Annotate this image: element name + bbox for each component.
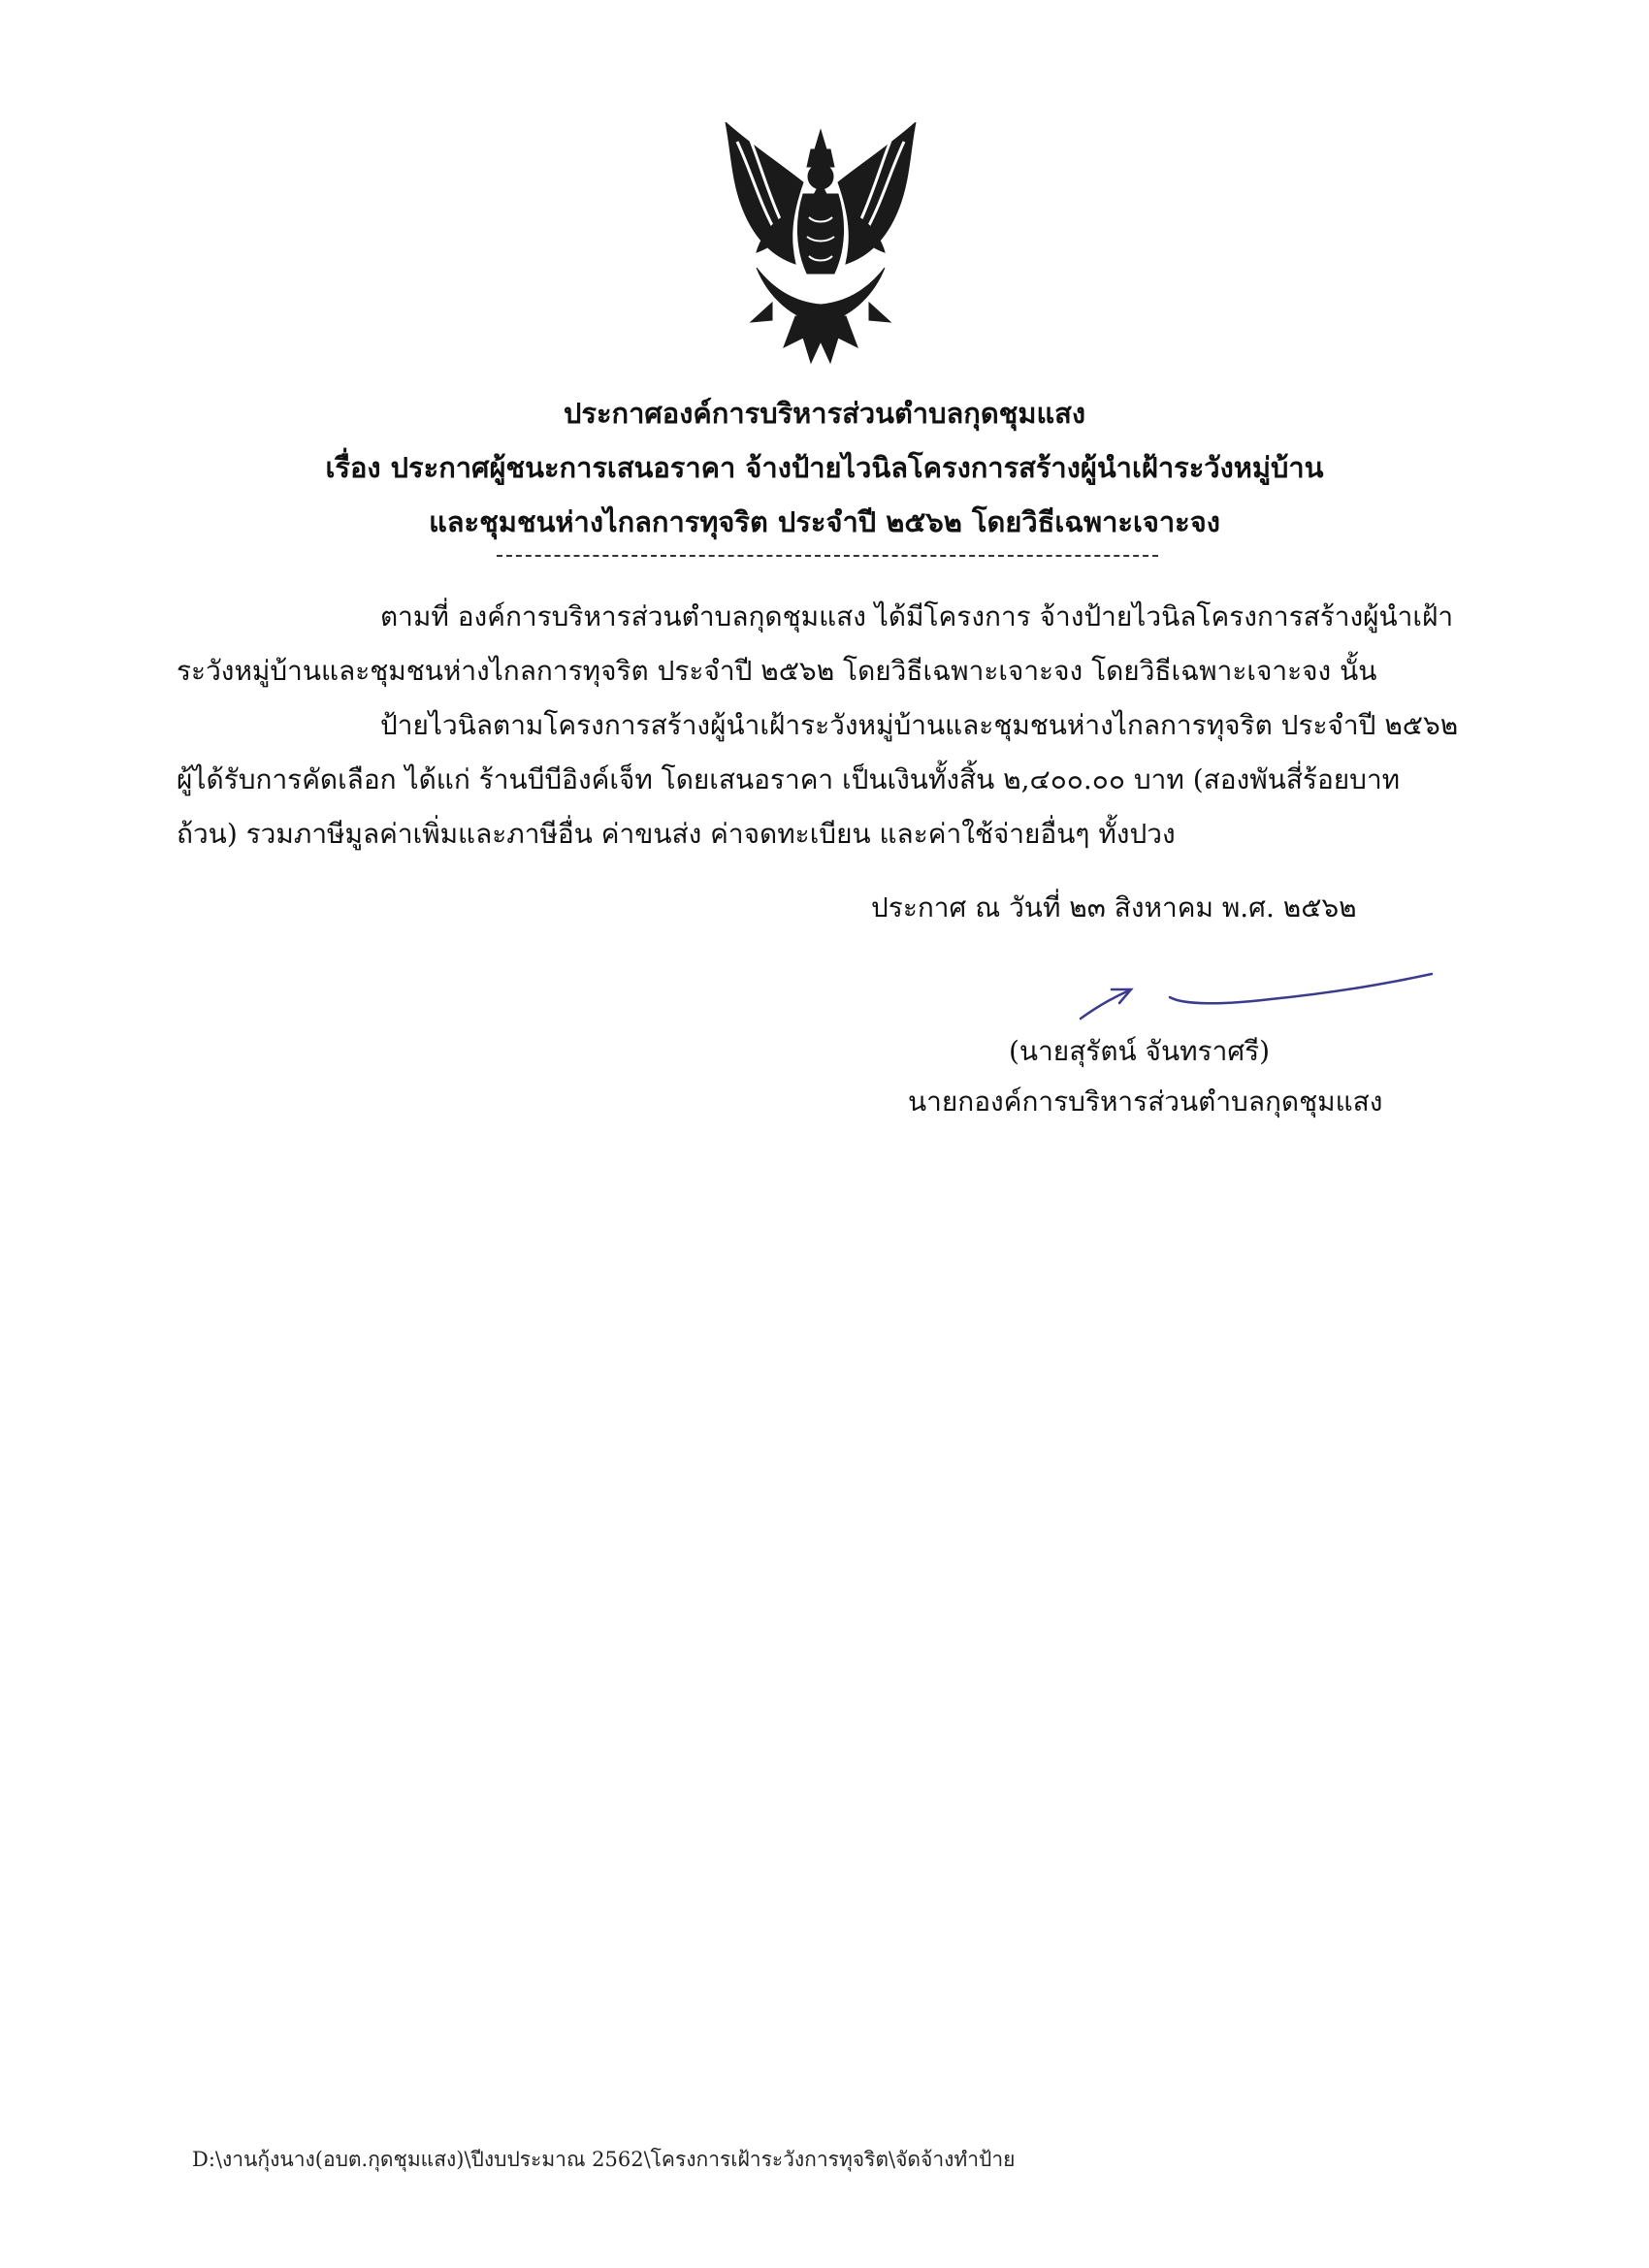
- body-paragraph-1-line-1: ตามที่ องค์การบริหารส่วนตำบลกุดชุมแสง ได้มีโครงการ จ้างป้ายไวนิลโครงการสร้างผู้นำเฝ้า: [380, 600, 1454, 632]
- garuda-emblem-icon: [718, 122, 923, 365]
- announcement-title: [0, 386, 1649, 549]
- body-paragraph-2-line-3: ถ้วน) รวมภาษีมูลค่าเพิ่มและภาษีอื่น ค่าขนส่ง ค่าจดทะเบียน และค่าใช้จ่ายอื่นๆ ทั้งปวง: [177, 818, 1176, 850]
- announcement-date: ประกาศ ณ วันที่ ๒๓ สิงหาคม พ.ศ. ๒๕๖๒: [871, 891, 1357, 923]
- body-paragraph-2-line-2: ผู้ได้รับการคัดเลือก ได้แก่ ร้านบีบีอิงค์เจ็ท โดยเสนอราคา เป็นเงินทั้งสิ้น ๒,๔๐๐.๐๐ บาท (สองพันสี่ร้อยบาท: [177, 763, 1401, 795]
- body-paragraph-1-line-2: ระวังหมู่บ้านและชุมชนห่างไกลการทุจริต ประจำปี ๒๕๖๒ โดยวิธีเฉพาะเจาะจง โดยวิธีเฉพาะเจาะจง นั้น: [177, 655, 1377, 687]
- signer-name: (นายสุรัตน์ จันทราศรี): [1009, 1035, 1271, 1067]
- signer-position: นายกองค์การบริหารส่วนตำบลกุดชุมแสง: [908, 1085, 1383, 1118]
- file-path-footer: D:\งานกุ้งนาง(อบต.กุดชุมแสง)\ปีงบประมาณ 2562\โครงการเฝ้าระวังการทุจริต\จัดจ้างทำป้าย: [192, 2148, 1016, 2171]
- handwritten-signature: [1077, 970, 1436, 1028]
- body-paragraph-2-line-1: ป้ายไวนิลตามโครงการสร้างผู้นำเฝ้าระวังหมู่บ้านและชุมชนห่างไกลการทุจริต ประจำปี ๒๕๖๒: [380, 709, 1459, 741]
- title-line-1: ประกาศองค์การบริหารส่วนตำบลกุดชุมแสง: [563, 397, 1085, 430]
- title-divider: [497, 555, 1158, 557]
- title-line-3: และชุมชนห่างไกลการทุจริต ประจำปี ๒๕๖๒ โดยวิธีเฉพาะเจาะจง: [429, 505, 1220, 538]
- announcement-body: [177, 590, 1457, 861]
- title-line-2: เรื่อง ประกาศผู้ชนะการเสนอราคา จ้างป้ายไวนิลโครงการสร้างผู้นำเฝ้าระวังหมู่บ้าน: [325, 451, 1324, 484]
